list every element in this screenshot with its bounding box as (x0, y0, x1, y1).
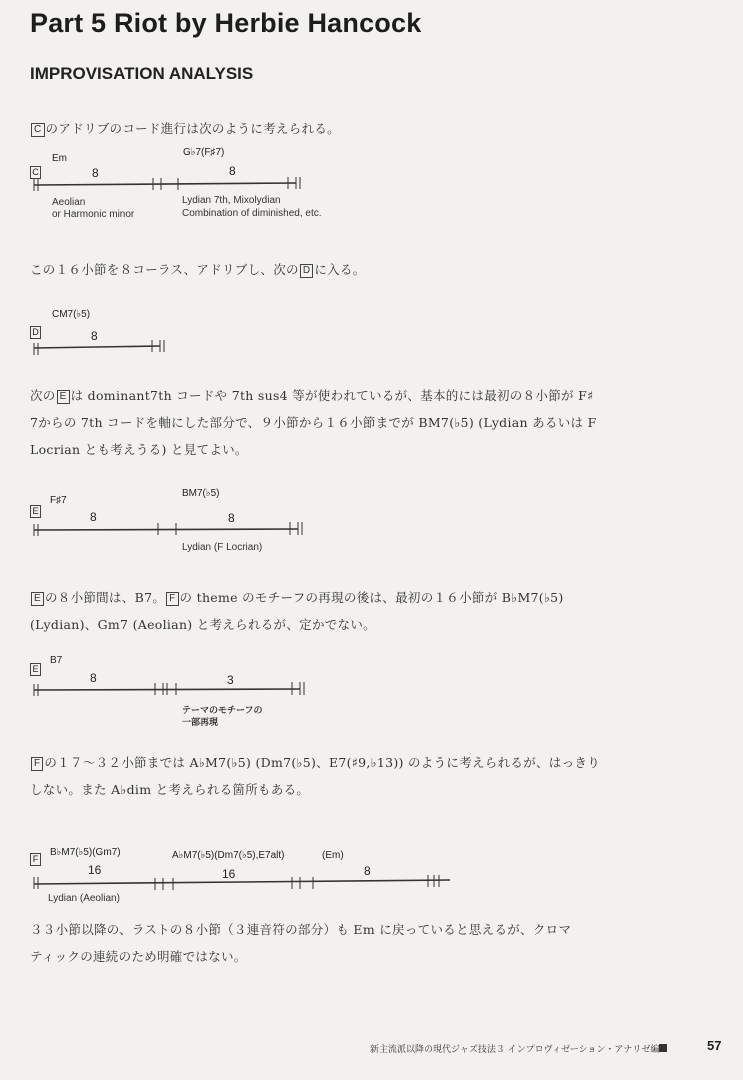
diagram-f-chord-3: (Em) (322, 850, 344, 861)
diagram-c-scale-1a: Aeolian (52, 197, 86, 208)
diagram-d-count-1: 8 (91, 329, 98, 343)
diagram-e1-scale-2: Lydian (F Locrian) (182, 542, 263, 553)
diagram-c-line (30, 176, 310, 192)
paragraph-3-text-b: は dominant7th コードや 7th sus4 等が使われているが、基本的には最初の８小節が F♯ (70, 388, 594, 403)
paragraph-2-text-b: に入る。 (314, 262, 366, 277)
diagram-c-chord-2: G♭7(F♯7) (183, 147, 225, 158)
diagram-c-scale-2b: Combination of diminished, etc. (182, 208, 322, 219)
paragraph-2-text-a: この１６小節を８コーラス、アドリブし、次の (30, 262, 299, 277)
diagram-d-section: D (30, 326, 41, 339)
diagram-f-count-3: 8 (364, 864, 371, 878)
diagram-e2-count-1: 8 (90, 671, 97, 685)
section-e-marker: E (57, 390, 70, 404)
diagram-e2-line (30, 681, 310, 697)
paragraph-3 (30, 382, 720, 463)
diagram-e2-section: E (30, 663, 41, 676)
diagram-f-scale-1: Lydian (Aeolian) (48, 893, 120, 904)
paragraph-5 (30, 749, 720, 803)
diagram-d-line (30, 340, 170, 356)
diagram-f-chord-1: B♭M7(♭5)(Gm7) (50, 847, 121, 858)
diagram-e2-note-2b: 一部再現 (182, 717, 219, 727)
paragraph-5-text-b: しない。また A♭dim と考えられる箇所もある。 (30, 782, 310, 797)
section-e-marker-2: E (31, 592, 44, 606)
section-c-marker: C (31, 123, 45, 137)
diagram-e2-chord-1: B7 (50, 655, 63, 666)
diagram-f-count-2: 16 (222, 867, 236, 881)
paragraph-4-text-a: の８小節間は、B7。 (44, 590, 166, 605)
diagram-e2-note-2a: テーマのモチーフの (182, 705, 263, 715)
paragraph-4-text-c: (Lydian)、Gm7 (Aeolian) と考えられるが、定かでない。 (30, 617, 376, 632)
paragraph-2 (30, 256, 720, 283)
paragraph-4 (30, 584, 720, 638)
diagram-e1-chord-1: F♯7 (50, 495, 67, 506)
page-title: Part 5 Riot by Herbie Hancock (30, 8, 422, 38)
paragraph-6 (30, 916, 720, 970)
diagram-e1-line (30, 521, 310, 537)
paragraph-6-text-b: ティックの連続のため明確ではない。 (30, 949, 247, 964)
diagram-e1-chord-2: BM7(♭5) (182, 488, 220, 499)
section-f-marker: F (166, 592, 178, 606)
diagram-d-chord-1: CM7(♭5) (52, 309, 91, 320)
running-footer (370, 1042, 669, 1055)
paragraph-3-text-d: Locrian とも考えうる) と見てよい。 (30, 442, 248, 457)
footer-text: 新主流派以降の現代ジャズ技法３ インプロヴィゼーション・アナリゼ編 (370, 1045, 660, 1055)
diagram-c-section: C (30, 166, 41, 179)
paragraph-3-text-c: 7からの 7th コードを軸にした部分で、９小節から１６小節までが BM7(♭5) (Lydian あるいは F (30, 415, 597, 430)
section-d-marker: D (300, 264, 314, 278)
section-f-marker-2: F (31, 757, 43, 771)
diagram-f-line (30, 874, 460, 890)
paragraph-3-text-a: 次の (30, 388, 56, 403)
diagram-e2-count-2: 3 (227, 673, 234, 687)
paragraph-1-text: のアドリブのコード進行は次のように考えられる。 (45, 121, 340, 136)
diagram-f-count-1: 16 (88, 863, 102, 877)
diagram-c-chord-1: Em (52, 153, 67, 164)
diagram-e1-count-1: 8 (90, 510, 97, 524)
section-subtitle: IMPROVISATION ANALYSIS (30, 64, 254, 83)
paragraph-4-text-b: の theme のモチーフの再現の後は、最初の１６小節が B♭M7(♭5) (179, 590, 564, 605)
diagram-e1-section: E (30, 505, 41, 518)
diagram-f-section: F (30, 853, 41, 866)
page-number: 57 (707, 1038, 722, 1053)
diagram-c-count-2: 8 (229, 164, 236, 178)
paragraph-6-text-a: ３３小節以降の、ラストの８小節（３連音符の部分）も Em に戻っていると思えるが、クロマ (30, 922, 572, 937)
diagram-f-chord-2: A♭M7(♭5)(Dm7(♭5),E7alt) (172, 850, 285, 861)
diagram-e1-count-2: 8 (228, 511, 235, 525)
diagram-c-count-1: 8 (92, 166, 99, 180)
diagram-c-scale-1b: or Harmonic minor (52, 209, 135, 220)
paragraph-1 (30, 115, 720, 142)
square-bullet-icon (659, 1044, 667, 1052)
diagram-c-scale-2a: Lydian 7th, Mixolydian (182, 195, 281, 206)
paragraph-5-text-a: の１７～３２小節までは A♭M7(♭5) (Dm7(♭5)、E7(♯9,♭13)) のように考えられるが、はっきり (44, 755, 601, 770)
